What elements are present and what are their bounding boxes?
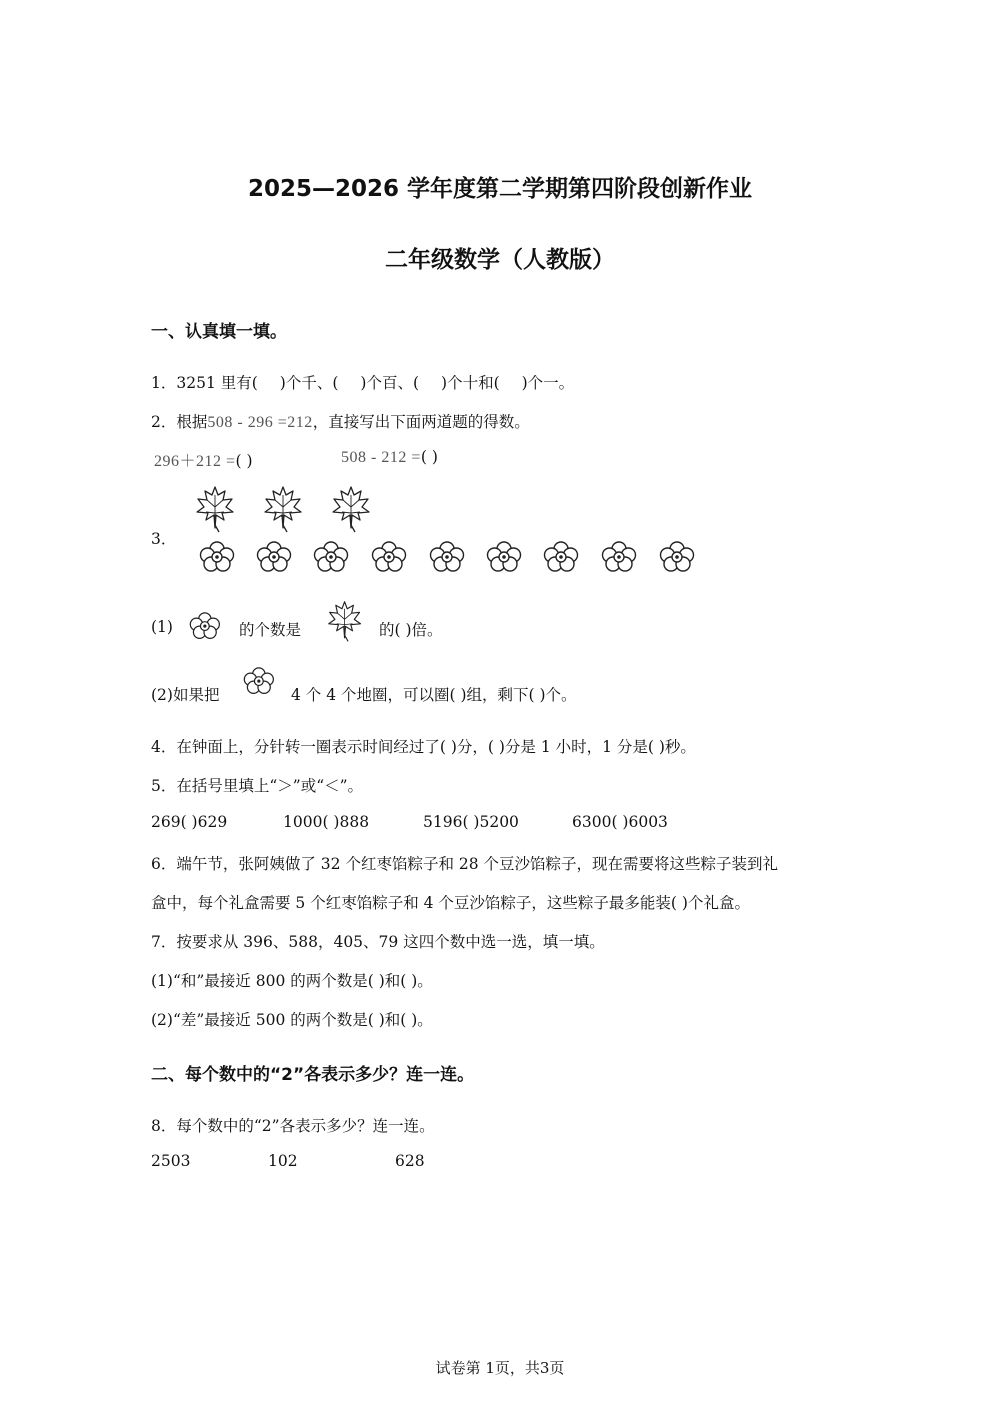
flower-icon	[659, 541, 695, 573]
compare-item: 5196( )5200	[423, 813, 519, 831]
flower-icon	[199, 541, 235, 573]
question-5: 5．在括号里填上“＞”或“＜”。	[151, 777, 364, 795]
section-1-heading: 一、认真填一填。	[151, 322, 287, 342]
question-1: 1．3251 里有( )个千、( )个百、( )个十和( )个一。	[151, 374, 575, 392]
flower-icon	[313, 541, 349, 573]
maple-leaf-icon	[195, 485, 235, 533]
question-3-part-1-end: 的( )倍。	[379, 621, 443, 639]
question-3-part-2-label: (2)如果把	[151, 686, 220, 704]
flower-icon	[256, 541, 292, 573]
question-6-line-2: 盒中，每个礼盒需要 5 个红枣馅粽子和 4 个豆沙馅粽子，这些粽子最多能装( )个礼盒。	[151, 894, 750, 912]
maple-leaf-icon	[327, 600, 363, 642]
compare-item: 269( )629	[151, 813, 228, 831]
document-title: 2025—2026 学年度第二学期第四阶段创新作业	[247, 176, 753, 202]
question-2-equation-2: 508 - 212 =( )	[341, 448, 438, 466]
flower-icon	[371, 541, 407, 573]
flower-icon	[601, 541, 637, 573]
question-7-part-2: (2)“差”最接近 500 的两个数是( )和( )。	[151, 1011, 433, 1029]
question-7-part-1: (1)“和”最接近 800 的两个数是( )和( )。	[151, 972, 433, 990]
question-3-part-2-end: 4 个 4 个地圈，可以圈( )组，剩下( )个。	[291, 686, 577, 704]
question-2-equation-1: 296＋212 =( )	[154, 452, 253, 470]
question-3-number: 3．	[151, 530, 177, 548]
number-item: 628	[395, 1152, 425, 1170]
flower-icon	[543, 541, 579, 573]
number-item: 102	[268, 1152, 298, 1170]
document-subtitle: 二年级数学（人教版）	[385, 247, 615, 273]
question-6-line-1: 6．端午节，张阿姨做了 32 个红枣馅粽子和 28 个豆沙馅粽子，现在需要将这些粽子装到礼	[151, 855, 779, 873]
question-7: 7．按要求从 396、588，405、79 这四个数中选一选，填一填。	[151, 933, 605, 951]
question-4: 4．在钟面上，分针转一圈表示时间经过了( )分，( )分是 1 小时，1 分是( )秒。	[151, 738, 696, 756]
maple-leaf-icon	[331, 485, 371, 533]
compare-item: 6300( )6003	[572, 813, 668, 831]
maple-leaf-icon	[263, 485, 303, 533]
flower-icon	[429, 541, 465, 573]
section-2-heading: 二、每个数中的“2”各表示多少？连一连。	[151, 1065, 475, 1085]
flower-icon	[486, 541, 522, 573]
compare-item: 1000( )888	[283, 813, 370, 831]
page-footer: 试卷第 1页，共3页	[435, 1359, 565, 1377]
question-8: 8．每个数中的“2”各表示多少？连一连。	[151, 1117, 435, 1135]
given-equation: 508 - 296 =212	[207, 414, 313, 431]
question-2: 2．根据508 - 296 =212，直接写出下面两道题的得数。	[151, 413, 530, 431]
number-item: 2503	[151, 1152, 191, 1170]
question-3-part-1-middle: 的个数是	[239, 621, 302, 639]
question-3-part-1-label: (1)	[151, 618, 173, 636]
flower-icon	[189, 612, 221, 640]
flower-icon	[243, 667, 275, 695]
